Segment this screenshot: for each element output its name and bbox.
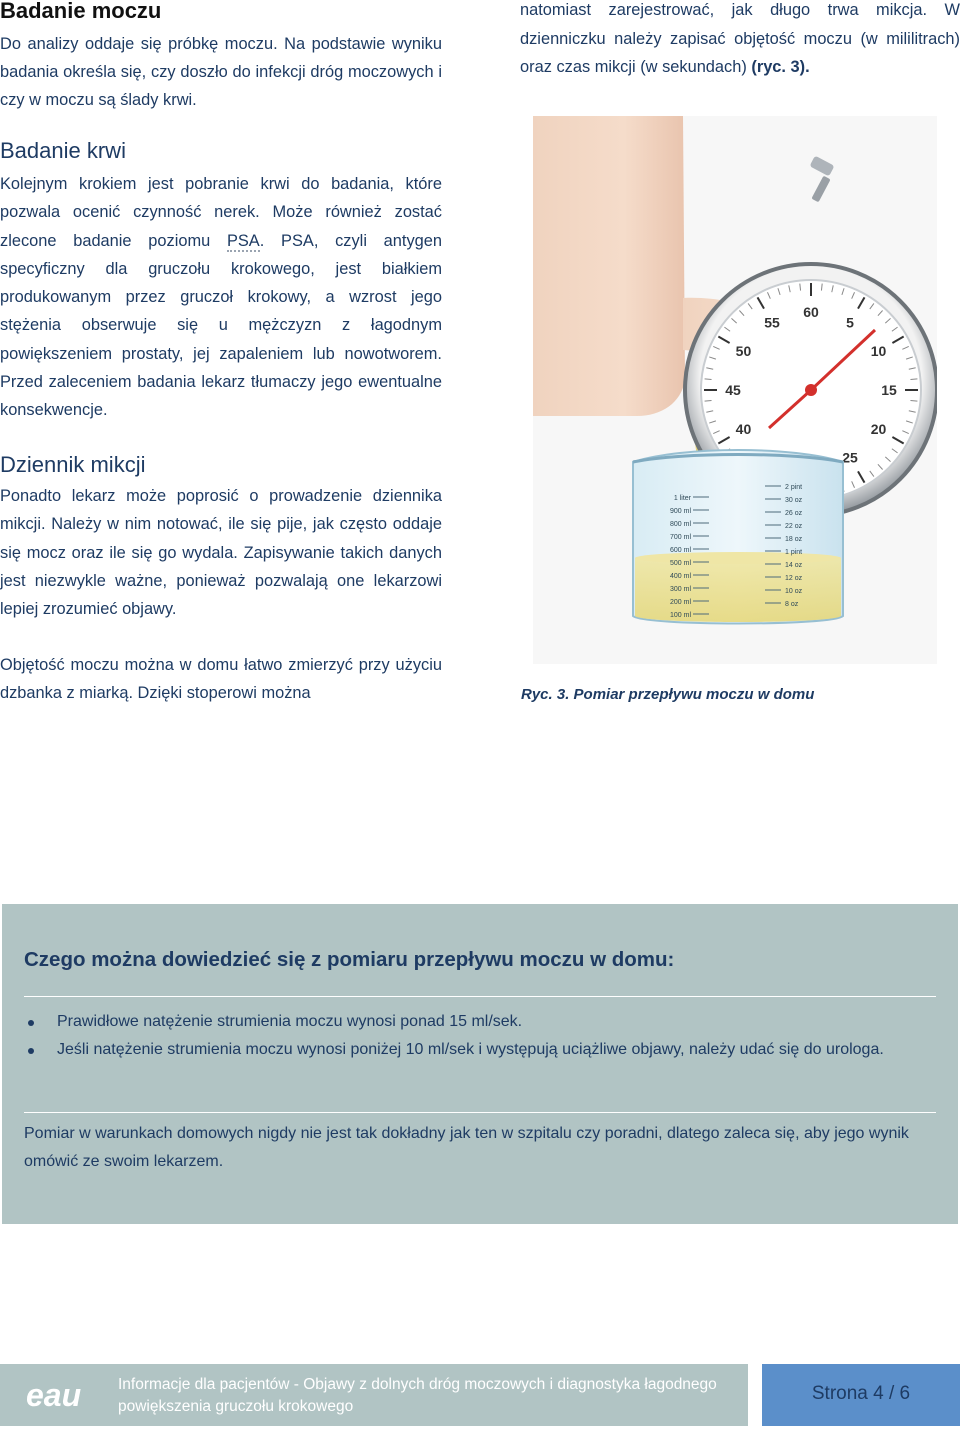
jug-oz-label: 26 oz	[785, 510, 803, 517]
stopwatch-number: 45	[725, 382, 741, 398]
stopwatch-number: 25	[842, 449, 858, 466]
stopwatch-number: 10	[870, 343, 887, 359]
stopwatch-number: 20	[870, 421, 887, 437]
uroflow-illustration	[533, 116, 937, 664]
jug-ml-label: 700 ml	[669, 534, 691, 541]
stopwatch-number: 5	[846, 314, 854, 331]
bullet-dot-icon	[28, 1020, 34, 1026]
jug-oz-label: 30 oz	[785, 497, 803, 504]
jug-oz-label: 22 oz	[785, 523, 803, 530]
jug-ml-label: 200 ml	[669, 599, 691, 606]
page-number-box	[762, 1364, 960, 1426]
jug-oz-label: 18 oz	[785, 536, 803, 543]
stopwatch-number: 40	[735, 421, 752, 437]
section-text-objetosc: Objętość moczu można w domu łatwo zmierzyć przy użyciu dzbanka z miarką. Dzięki stoperowi można	[0, 656, 442, 703]
jug-oz-label: 14 oz	[785, 562, 803, 569]
measuring-jug-icon	[633, 450, 843, 624]
jug-oz-label: 1 pint	[785, 549, 803, 556]
info-box-bullet	[24, 1008, 936, 1036]
figure-reference: (ryc. 3)	[751, 58, 806, 76]
footer-band	[0, 1364, 748, 1426]
jug-ml-label: 900 ml	[669, 508, 691, 515]
figure-caption: Ryc. 3. Pomiar przepływu moczu w domu	[521, 686, 815, 703]
info-box-note: Pomiar w warunkach domowych nigdy nie jest tak dokładny jak ten w szpitalu czy poradni, dlatego zaleca się, aby jego wynik omówić ze swoim lekarzem.	[24, 1125, 909, 1170]
right-column-text	[520, 0, 960, 82]
info-box-title: Czego można dowiedzieć się z pomiaru przepływu moczu w domu:	[24, 948, 675, 971]
stopwatch-number: 50	[735, 343, 752, 359]
info-box-list	[24, 1008, 936, 1064]
psa-abbreviation-link[interactable]: PSA	[226, 231, 260, 250]
eau-logo-icon	[24, 1377, 94, 1413]
jug-oz-label: 2 pint	[785, 484, 803, 491]
krwi-text-before: Kolejnym krokiem jest pobranie krwi do badania, które pozwala ocenić czynność nerek. Może również zostać zlecone badanie poziomu	[0, 175, 442, 250]
jug-ml-label: 1 liter	[673, 495, 691, 502]
section-title-badanie-moczu: Badanie moczu	[0, 0, 162, 23]
info-box-bullet-text: Prawidłowe natężenie strumienia moczu wynosi ponad 15 ml/sek.	[57, 1013, 523, 1030]
jug-ml-label: 500 ml	[669, 560, 691, 567]
jug-oz-label: 10 oz	[785, 588, 803, 595]
section-text-badanie-krwi	[0, 170, 442, 425]
section-title-badanie-krwi: Badanie krwi	[0, 138, 126, 163]
info-box-divider	[24, 996, 936, 997]
info-box-divider	[24, 1112, 936, 1113]
eau-logo-text: eau	[26, 1377, 82, 1413]
page-footer	[0, 1364, 960, 1426]
stopwatch-number: 55	[764, 314, 780, 331]
jug-ml-label: 100 ml	[669, 612, 691, 619]
section-title-dziennik-mikcji: Dziennik mikcji	[0, 452, 146, 477]
torso-shape	[533, 116, 685, 416]
stopwatch-pivot	[805, 384, 817, 396]
jug-ml-label: 800 ml	[669, 521, 691, 528]
right-text-body: natomiast zarejestrować, jak długo trwa mikcja. W dzienniczku należy zapisać objętość moczu (w mililitrach) oraz czas mikcji (w sekundach)	[520, 1, 960, 76]
figure-reference-end: .	[805, 58, 810, 76]
jug-ml-label: 300 ml	[669, 586, 691, 593]
info-box-bullet-text: Jeśli natężenie strumienia moczu wynosi poniżej 10 ml/sek i występują uciążliwe objawy, należy udać się do urologa.	[57, 1041, 884, 1058]
stopwatch-number: 15	[881, 382, 897, 398]
footer-text: Informacje dla pacjentów - Objawy z dolnych dróg moczowych i diagnostyka łagodnego powiększenia gruczołu krokowego	[118, 1376, 717, 1415]
info-box-bullet	[24, 1036, 936, 1064]
section-text-dziennik-mikcji: Ponadto lekarz może poprosić o prowadzenie dziennika mikcji. Należy w nim notować, ile się pije, jak często oddaje się mocz oraz ile się go wydala. Zapisywanie takich danych jest niezwykle ważne, ponieważ pozwalają one lekarzowi lepiej zrozumieć objawy.	[0, 487, 442, 619]
jug-ml-label: 400 ml	[669, 573, 691, 580]
page-number: Strona 4 / 6	[811, 1383, 911, 1404]
section-text-badanie-moczu: Do analizy oddaje się próbkę moczu. Na podstawie wyniku badania określa się, czy doszło do infekcji dróg moczowych i czy w moczu są ślady krwi.	[0, 35, 442, 109]
bullet-dot-icon	[28, 1048, 34, 1054]
info-box	[2, 904, 958, 1224]
krwi-text-after: . PSA, czyli antygen specyficzny dla gruczołu krokowego, jest białkiem produkowanym przez gruczoł krokowy, a wzrost jego stężenia obserwuje się u mężczyzn z łagodnym powiększeniem prostaty, jej zapaleniem lub nowotworem. Przed zaleceniem badania lekarz tłumaczy jego ewentualne konsekwencje.	[0, 231, 442, 420]
jug-oz-label: 8 oz	[785, 601, 799, 608]
stopwatch-number: 60	[803, 304, 819, 320]
jug-oz-label: 12 oz	[785, 575, 803, 582]
jug-ml-label: 600 ml	[669, 547, 691, 554]
